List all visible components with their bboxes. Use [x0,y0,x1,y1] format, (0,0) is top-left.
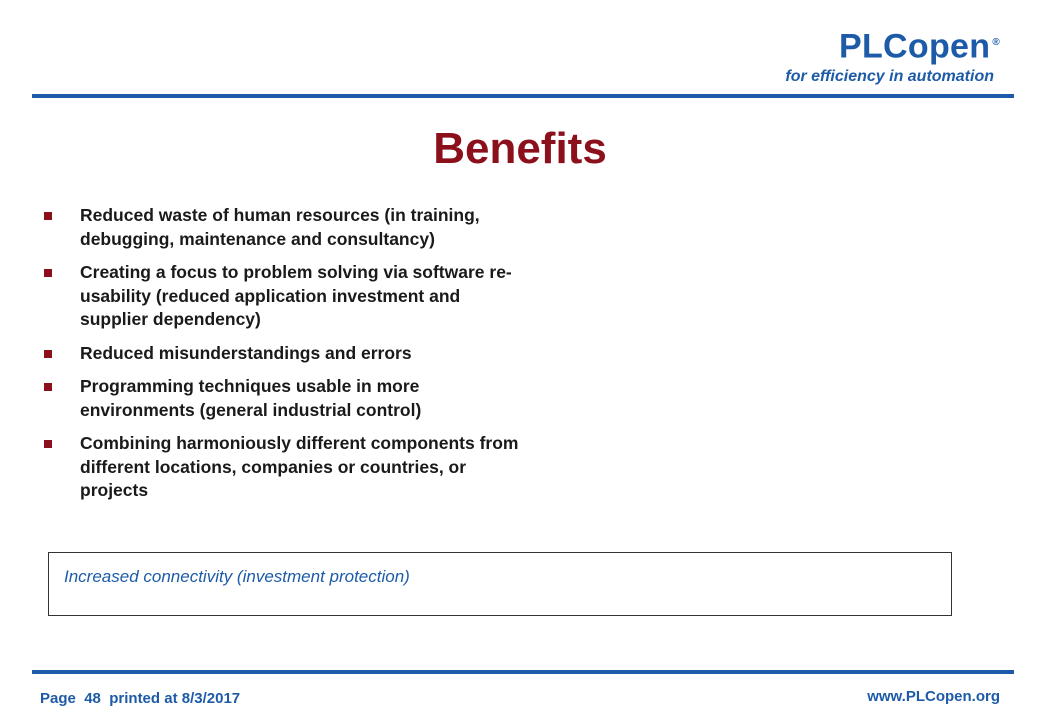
logo-text: PLCopen [839,27,991,66]
square-bullet-icon [44,440,52,448]
benefits-list [44,204,524,513]
website-link[interactable]: www.PLCopen.org [867,688,1000,705]
square-bullet-icon [44,269,52,277]
bullet-text: Programming techniques usable in more environments (general industrial control) [80,376,422,420]
header-divider [32,94,1014,98]
bullet-text: Creating a focus to problem solving via software re-usability (reduced application investment and supplier dependency) [80,262,512,329]
plcopen-logo [785,24,1000,65]
list-item [44,204,524,251]
page-number: 48 [84,690,101,707]
list-item [44,342,524,366]
bullet-text: Reduced waste of human resources (in training, debugging, maintenance and consultancy) [80,205,480,249]
list-item [44,375,524,422]
footer-page-info [40,690,240,707]
list-item [44,432,524,503]
square-bullet-icon [44,212,52,220]
registered-mark: ® [992,37,1000,48]
square-bullet-icon [44,350,52,358]
square-bullet-icon [44,383,52,391]
slide-title: Benefits [433,124,607,173]
footer-divider [32,670,1014,674]
callout-text: Increased connectivity (investment protection) [64,567,410,586]
page-label: Page [40,690,76,707]
callout-box [48,552,952,616]
brand-tagline: for efficiency in automation [785,68,994,86]
bullet-text: Reduced misunderstandings and errors [80,342,412,363]
brand-block [785,24,1000,86]
bullet-text: Combining harmoniously different components from different locations, companies or countries, or projects [80,433,519,500]
list-item [44,261,524,332]
printed-date: printed at 8/3/2017 [109,690,241,707]
